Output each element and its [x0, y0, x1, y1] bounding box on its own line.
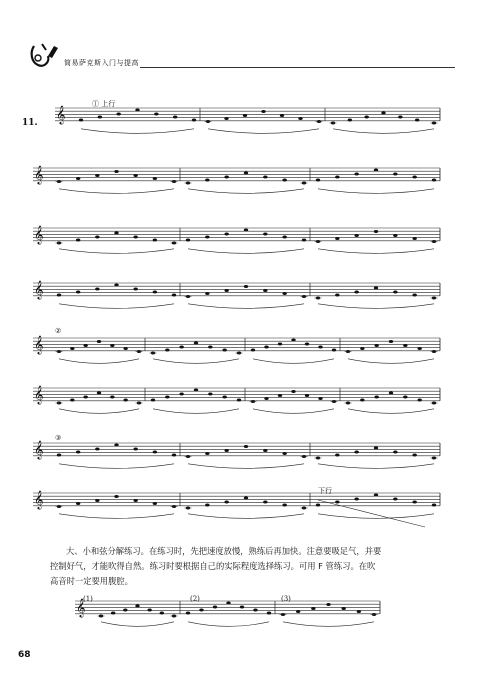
- note-head: [244, 285, 248, 288]
- note-head: [165, 349, 169, 352]
- note-head: [263, 289, 267, 292]
- slur: [188, 249, 304, 253]
- note-head: [267, 612, 271, 615]
- slur: [59, 189, 174, 194]
- note-head: [192, 119, 196, 122]
- note-head: [160, 612, 164, 615]
- note-head: [114, 444, 118, 447]
- slur: [318, 304, 434, 309]
- instruction-line-3: 高音时一定要用腹腔。: [50, 576, 133, 586]
- note-head: [282, 504, 286, 507]
- slur: [59, 514, 174, 519]
- note-head: [83, 396, 87, 399]
- note-head: [263, 176, 267, 179]
- slur: [59, 359, 139, 364]
- note-head: [153, 291, 157, 294]
- note-head: [114, 284, 118, 287]
- note-head: [412, 176, 416, 179]
- note-head: [116, 113, 120, 116]
- note-head: [332, 349, 336, 352]
- slur: [59, 304, 174, 309]
- note-head: [412, 501, 416, 504]
- bottom-label-3: (3): [281, 595, 291, 603]
- note-head: [282, 236, 286, 239]
- note-head: [133, 499, 137, 502]
- note-head: [298, 117, 302, 120]
- note-head: [244, 497, 248, 500]
- note-head: [110, 344, 114, 347]
- note-head: [354, 173, 358, 176]
- note-head: [364, 116, 368, 119]
- slur: [253, 359, 334, 364]
- note-head: [354, 498, 358, 501]
- note-head: [244, 445, 248, 448]
- bottom-label-2: (2): [190, 595, 200, 603]
- note-head: [305, 394, 309, 397]
- note-head: [111, 612, 115, 615]
- note-head: [415, 119, 419, 122]
- note-head: [296, 610, 300, 613]
- note-head: [57, 454, 61, 457]
- note-head: [278, 343, 282, 346]
- note-head: [412, 237, 416, 240]
- note-head: [172, 294, 176, 297]
- note-head: [263, 233, 267, 236]
- treble-clef-icon: 𝄞: [34, 335, 44, 354]
- slur: [188, 622, 269, 627]
- note-head: [316, 504, 320, 507]
- slur: [348, 359, 434, 364]
- note-head: [291, 339, 295, 342]
- note-head: [253, 609, 257, 612]
- slur: [283, 622, 374, 627]
- slur: [208, 129, 319, 134]
- note-head: [398, 116, 402, 119]
- note-head: [179, 346, 183, 349]
- note-head: [213, 606, 217, 609]
- note-head: [76, 177, 80, 180]
- note-head: [205, 452, 209, 455]
- note-head: [432, 179, 436, 182]
- slur: [59, 464, 174, 469]
- note-head: [393, 498, 397, 501]
- note-head: [97, 392, 101, 395]
- note-head: [432, 504, 436, 507]
- note-head: [244, 229, 248, 232]
- slur: [153, 359, 239, 364]
- note-head: [264, 346, 268, 349]
- slur: [81, 129, 194, 134]
- treble-clef-icon: 𝄞: [56, 105, 66, 124]
- note-head: [251, 349, 255, 352]
- note-head: [348, 119, 352, 122]
- note-head: [381, 112, 385, 115]
- note-head: [316, 179, 320, 182]
- note-head: [354, 291, 358, 294]
- note-head: [403, 344, 407, 347]
- slur: [188, 514, 304, 519]
- annotation-ascending: ① 上行: [92, 100, 116, 108]
- slur: [59, 249, 174, 253]
- note-head: [291, 390, 295, 393]
- note-head: [412, 294, 416, 297]
- note-head: [123, 347, 127, 350]
- note-head: [226, 602, 230, 605]
- instruction-text: [50, 544, 455, 589]
- note-head: [374, 169, 378, 172]
- descending-slur: [318, 500, 425, 527]
- note-head: [335, 501, 339, 504]
- note-head: [114, 170, 118, 173]
- note-head: [135, 109, 139, 112]
- annotation-section-2: ②: [55, 327, 62, 335]
- note-head: [95, 499, 99, 502]
- annotation-section-3: ③: [55, 434, 62, 442]
- note-head: [123, 399, 127, 402]
- note-head: [133, 236, 137, 239]
- note-head: [243, 114, 247, 117]
- note-head: [357, 610, 361, 613]
- note-head: [224, 176, 228, 179]
- note-head: [133, 174, 137, 177]
- note-head: [110, 396, 114, 399]
- note-head: [224, 501, 228, 504]
- note-head: [123, 609, 127, 612]
- instruction-line-2: 控制好气，才能吹得自然。练习时要根据自己的实际程度选择练习。可用 F 管练习。在吹: [50, 561, 376, 571]
- treble-clef-icon: 𝄞: [34, 165, 44, 184]
- instruction-line-1: 大、小和弦分解练习。在练习时，先把速度放慢，熟练后再加快。注意要吸足气，并要: [66, 546, 382, 556]
- slur: [101, 622, 174, 627]
- treble-clef-icon: 𝄞: [34, 385, 44, 404]
- note-head: [318, 346, 322, 349]
- note-head: [224, 117, 228, 120]
- note-head: [153, 239, 157, 242]
- note-head: [374, 396, 378, 399]
- note-head: [172, 454, 176, 457]
- slur: [188, 464, 304, 469]
- note-head: [153, 451, 157, 454]
- note-head: [417, 399, 421, 402]
- note-head: [261, 110, 265, 113]
- note-head: [222, 349, 226, 352]
- note-head: [205, 292, 209, 295]
- exercise-number: 11.: [22, 118, 38, 128]
- note-head: [311, 607, 315, 610]
- note-head: [57, 294, 61, 297]
- note-head: [360, 399, 364, 402]
- note-head: [240, 606, 244, 609]
- note-head: [95, 448, 99, 451]
- slur: [59, 409, 139, 414]
- note-head: [114, 495, 118, 498]
- treble-clef-icon: 𝄞: [34, 225, 44, 244]
- note-head: [326, 603, 330, 606]
- slur: [333, 129, 434, 134]
- note-head: [335, 294, 339, 297]
- note-head: [360, 347, 364, 350]
- note-head: [282, 179, 286, 182]
- bottom-label-1: (1): [83, 595, 93, 603]
- note-head: [403, 396, 407, 399]
- note-head: [244, 172, 248, 175]
- note-head: [374, 287, 378, 290]
- note-head: [393, 291, 397, 294]
- note-head: [153, 502, 157, 505]
- note-head: [224, 289, 228, 292]
- note-head: [354, 451, 358, 454]
- note-head: [417, 347, 421, 350]
- note-head: [341, 607, 345, 610]
- treble-clef-icon: 𝄞: [76, 598, 86, 617]
- slur: [348, 409, 434, 414]
- note-head: [76, 291, 80, 294]
- note-head: [186, 239, 190, 242]
- note-head: [305, 343, 309, 346]
- note-head: [393, 451, 397, 454]
- note-head: [282, 452, 286, 455]
- note-head: [194, 342, 198, 345]
- note-head: [199, 609, 203, 612]
- treble-clef-icon: 𝄞: [34, 280, 44, 299]
- note-head: [173, 116, 177, 119]
- note-head: [205, 179, 209, 182]
- note-head: [263, 449, 267, 452]
- note-head: [224, 449, 228, 452]
- slur: [253, 409, 334, 414]
- note-head: [133, 448, 137, 451]
- note-head: [224, 233, 228, 236]
- note-head: [393, 234, 397, 237]
- note-head: [302, 239, 306, 242]
- note-head: [263, 501, 267, 504]
- slur: [188, 189, 304, 194]
- note-head: [280, 114, 284, 117]
- note-head: [97, 340, 101, 343]
- note-head: [354, 234, 358, 237]
- treble-clef-icon: 𝄞: [34, 490, 44, 509]
- note-head: [335, 454, 339, 457]
- note-head: [282, 292, 286, 295]
- note-head: [393, 173, 397, 176]
- note-head: [95, 174, 99, 177]
- treble-clef-icon: 𝄞: [34, 440, 44, 459]
- note-head: [335, 237, 339, 240]
- slur: [188, 304, 304, 309]
- note-head: [237, 399, 241, 402]
- note-head: [412, 454, 416, 457]
- slur: [318, 464, 434, 469]
- note-head: [278, 394, 282, 397]
- note-head: [374, 447, 378, 450]
- note-head: [95, 288, 99, 291]
- note-head: [374, 230, 378, 233]
- note-head: [114, 232, 118, 235]
- note-head: [83, 344, 87, 347]
- note-head: [70, 399, 74, 402]
- note-head: [133, 288, 137, 291]
- page-number: 68: [18, 650, 31, 660]
- note-head: [135, 605, 139, 608]
- note-head: [79, 119, 83, 122]
- slur: [318, 249, 434, 253]
- note-head: [208, 346, 212, 349]
- note-head: [186, 612, 190, 615]
- annotation-descending: 下行: [318, 487, 332, 495]
- note-head: [70, 347, 74, 350]
- note-head: [374, 344, 378, 347]
- note-head: [165, 396, 169, 399]
- note-head: [222, 396, 226, 399]
- note-head: [179, 393, 183, 396]
- note-head: [95, 236, 99, 239]
- note-head: [389, 340, 393, 343]
- slur: [153, 409, 239, 414]
- note-head: [335, 176, 339, 179]
- slur: [318, 189, 434, 194]
- note-head: [153, 177, 157, 180]
- note-head: [205, 236, 209, 239]
- book-title: 简易萨克斯入门与提高: [64, 59, 139, 67]
- note-head: [147, 609, 151, 612]
- note-head: [208, 393, 212, 396]
- note-head: [194, 389, 198, 392]
- note-head: [76, 239, 80, 242]
- note-head: [205, 504, 209, 507]
- note-head: [98, 116, 102, 119]
- note-head: [151, 399, 155, 402]
- note-head: [264, 397, 268, 400]
- note-head: [389, 392, 393, 395]
- note-head: [318, 397, 322, 400]
- note-head: [154, 113, 158, 116]
- note-head: [374, 494, 378, 497]
- note-head: [76, 502, 80, 505]
- note-head: [76, 451, 80, 454]
